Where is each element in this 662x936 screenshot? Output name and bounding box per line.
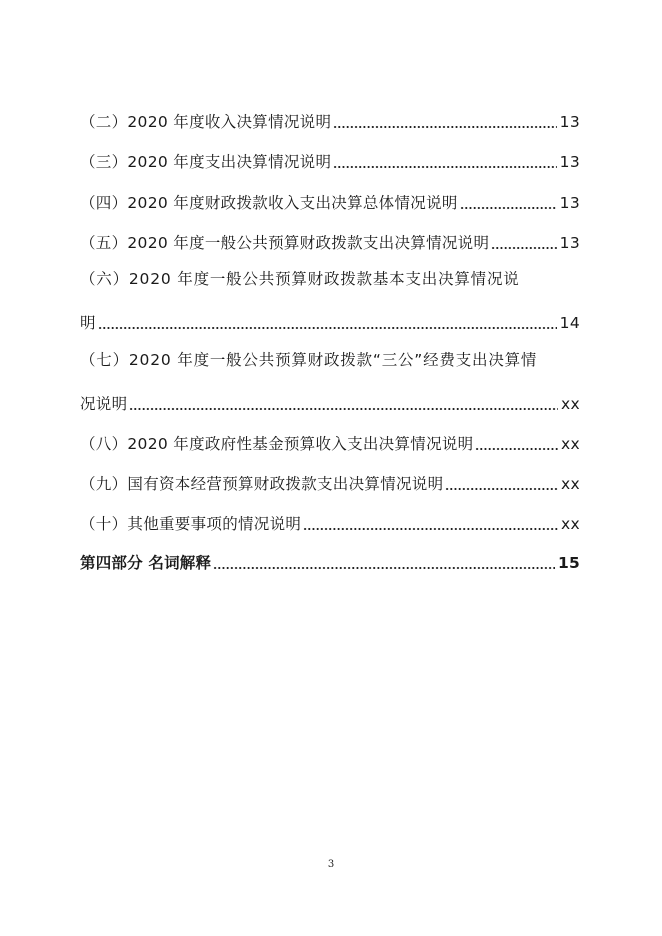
toc-page-number: xx [561, 475, 580, 493]
toc-page-number: xx [561, 515, 580, 533]
toc-entry-title: （八）2020 年度政府性基金预算收入支出决算情况说明 [80, 435, 474, 453]
toc-entry-state-capital-budget[interactable] [80, 470, 580, 494]
dot-leader [333, 126, 556, 128]
toc-page-number: 13 [559, 234, 580, 252]
toc-entry-other-important-matters[interactable] [80, 510, 580, 534]
dot-leader [129, 408, 558, 410]
toc-page-number: xx [561, 435, 580, 453]
toc-page-number: 13 [559, 153, 580, 171]
toc-entry-title: 第四部分 名词解释 [80, 554, 212, 572]
toc-page-number: xx [561, 395, 580, 413]
toc-page-number: 13 [559, 113, 580, 131]
toc-entry-title: （四）2020 年度财政拨款收入支出决算总体情况说明 [80, 194, 458, 212]
dot-leader [460, 207, 557, 209]
dot-leader [333, 166, 556, 168]
toc-entry-basic-expenditure-line2[interactable] [80, 309, 580, 333]
toc-entry-title: 况说明 [80, 395, 128, 413]
toc-entry-income-final-accounts[interactable] [80, 108, 580, 132]
toc-entry-basic-expenditure-line1[interactable]: （六）2020 年度一般公共预算财政拨款基本支出决算情况说 [80, 270, 520, 288]
dot-leader [475, 448, 558, 450]
toc-entry-fiscal-appropriation-overall[interactable] [80, 189, 580, 213]
toc-entry-title: 明 [80, 314, 96, 332]
toc-page-number: 14 [559, 314, 580, 332]
toc-page-number: 15 [558, 554, 580, 572]
dot-leader [445, 488, 558, 490]
page-number: 3 [327, 859, 335, 870]
dot-leader [213, 567, 555, 569]
toc-entry-title: （五）2020 年度一般公共预算财政拨款支出决算情况说明 [80, 234, 490, 252]
dot-leader [303, 528, 558, 530]
toc-entry-three-public-line2[interactable] [80, 390, 580, 414]
toc-entry-title: （三）2020 年度支出决算情况说明 [80, 153, 332, 171]
toc-entry-government-fund-budget[interactable] [80, 430, 580, 454]
toc-entry-three-public-line1[interactable]: （七）2020 年度一般公共预算财政拨款“三公”经费支出决算情 [80, 351, 538, 369]
toc-entry-title: （十）其他重要事项的情况说明 [80, 515, 302, 533]
toc-entry-title: （九）国有资本经营预算财政拨款支出决算情况说明 [80, 475, 444, 493]
dot-leader [491, 247, 556, 249]
toc-entry-general-budget-expenditure[interactable] [80, 229, 580, 253]
dot-leader [98, 327, 557, 329]
toc-page-number: 13 [559, 194, 580, 212]
toc-entry-title: （二）2020 年度收入决算情况说明 [80, 113, 332, 131]
toc-entry-part-four-glossary[interactable] [80, 549, 580, 573]
toc-entry-expenditure-final-accounts[interactable] [80, 148, 580, 172]
